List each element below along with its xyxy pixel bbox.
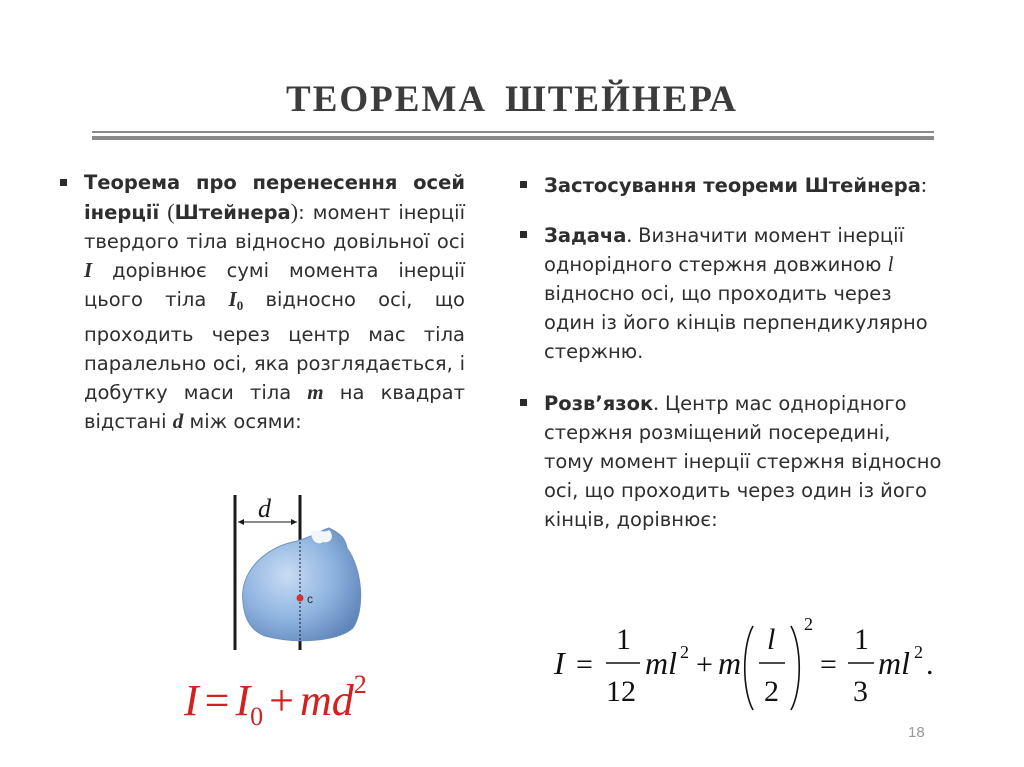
fr-equals-1: =	[576, 648, 593, 681]
fr-den-3: 3	[853, 675, 868, 708]
formula-I0-base: I	[235, 676, 251, 725]
symbol-I0-base: I	[228, 287, 237, 311]
fr-ml-1: ml	[645, 645, 677, 681]
fr-num-2: l	[767, 623, 776, 656]
colon: :	[298, 201, 305, 224]
application-heading	[520, 170, 945, 200]
symbol-I: I	[84, 258, 93, 282]
fr-period: .	[926, 648, 934, 681]
fr-num-3: 1	[854, 623, 869, 656]
text-segment: між осями:	[183, 410, 302, 433]
symbol-I0	[229, 287, 244, 311]
fr-right-paren	[791, 626, 799, 710]
fr-left-paren	[745, 626, 753, 710]
steiner-theorem-statement	[60, 168, 465, 436]
paren-close: )	[290, 199, 299, 224]
title-word-1: ТЕОРЕМА	[286, 79, 488, 120]
title-rule-thick	[92, 136, 934, 140]
text-segment: відносно осі, що проходить через центр мас тіла паралельно осі, яка розглядається, і добутку маси тіла	[84, 288, 465, 404]
title-rule-thin	[92, 131, 934, 133]
fr-exp-1: 2	[680, 642, 689, 662]
bullet-square-icon	[60, 179, 67, 186]
fr-ml-2: ml	[878, 645, 910, 681]
problem-block	[520, 220, 945, 366]
text-segment: Центр мас однорідного стержня розміщений посередині, тому момент інерції стержня відносно осі, що проходить через один із його кінців, дорівнює:	[544, 392, 942, 531]
fr-equals-2: =	[820, 648, 837, 681]
symbol-m: m	[307, 380, 324, 404]
bullet-square-icon	[520, 399, 527, 406]
center-of-mass-point	[297, 595, 304, 602]
fr-plus: +	[696, 648, 713, 681]
steiner-formula	[184, 670, 367, 732]
fr-I: I	[554, 645, 565, 681]
text-segment: відносно осі, що проходить через один із його кінців перпендикулярно стержню.	[544, 282, 928, 363]
fr-exp-2: 2	[804, 614, 813, 634]
slide-title	[0, 78, 1024, 121]
paren-open: (	[167, 199, 175, 224]
label-c: c	[307, 592, 313, 606]
formula-I0-subscript: 0	[250, 702, 264, 731]
text-segment: момент інерції твердого тіла відносно довільної осі	[84, 201, 465, 253]
title-word-2: ШТЕЙНЕРА	[505, 79, 738, 120]
text-segment: Визначити момент інерції однорідного стержня довжиною	[544, 224, 905, 276]
rigid-body-figure	[225, 490, 375, 660]
bullet-square-icon	[520, 181, 527, 188]
page-number: 18	[908, 724, 925, 741]
text-segment: на квадрат відстані	[84, 381, 465, 433]
formula-exponent: 2	[353, 670, 367, 699]
solution-label: Розв’язок	[544, 392, 654, 415]
symbol-d: d	[172, 409, 184, 433]
fr-num-1: 1	[616, 623, 631, 656]
solution-block	[520, 388, 945, 534]
symbol-I0-subscript: 0	[236, 298, 244, 313]
symbol-l: l	[887, 252, 894, 276]
text-segment: дорівнює сумі момента інерції цього тіла	[84, 259, 465, 311]
problem-label: Задача	[544, 224, 627, 247]
period: .	[626, 222, 632, 247]
label-d: d	[258, 494, 271, 523]
period: .	[653, 390, 659, 415]
arrow-right-head	[291, 519, 297, 525]
fr-den-1: 12	[606, 675, 636, 708]
right-column	[520, 170, 945, 554]
rod-inertia-formula	[548, 612, 968, 722]
fr-m: m	[718, 645, 742, 681]
fr-exp-3: 2	[914, 642, 923, 662]
formula-I: I	[184, 676, 199, 725]
formula-equals: =	[204, 676, 230, 725]
steiner-name: Штейнера	[174, 201, 291, 224]
formula-plus: +	[269, 676, 294, 725]
theorem-name: Теорема про перенесення осей інерції	[84, 171, 465, 224]
formula-md: md	[299, 676, 354, 725]
fr-den-2: 2	[764, 675, 779, 708]
application-title: Застосування теореми Штейнера	[544, 174, 921, 197]
arrow-left-head	[238, 519, 244, 525]
rigid-body-shape	[243, 528, 361, 641]
colon: :	[920, 172, 928, 197]
bullet-square-icon	[520, 231, 527, 238]
left-column	[60, 168, 465, 436]
